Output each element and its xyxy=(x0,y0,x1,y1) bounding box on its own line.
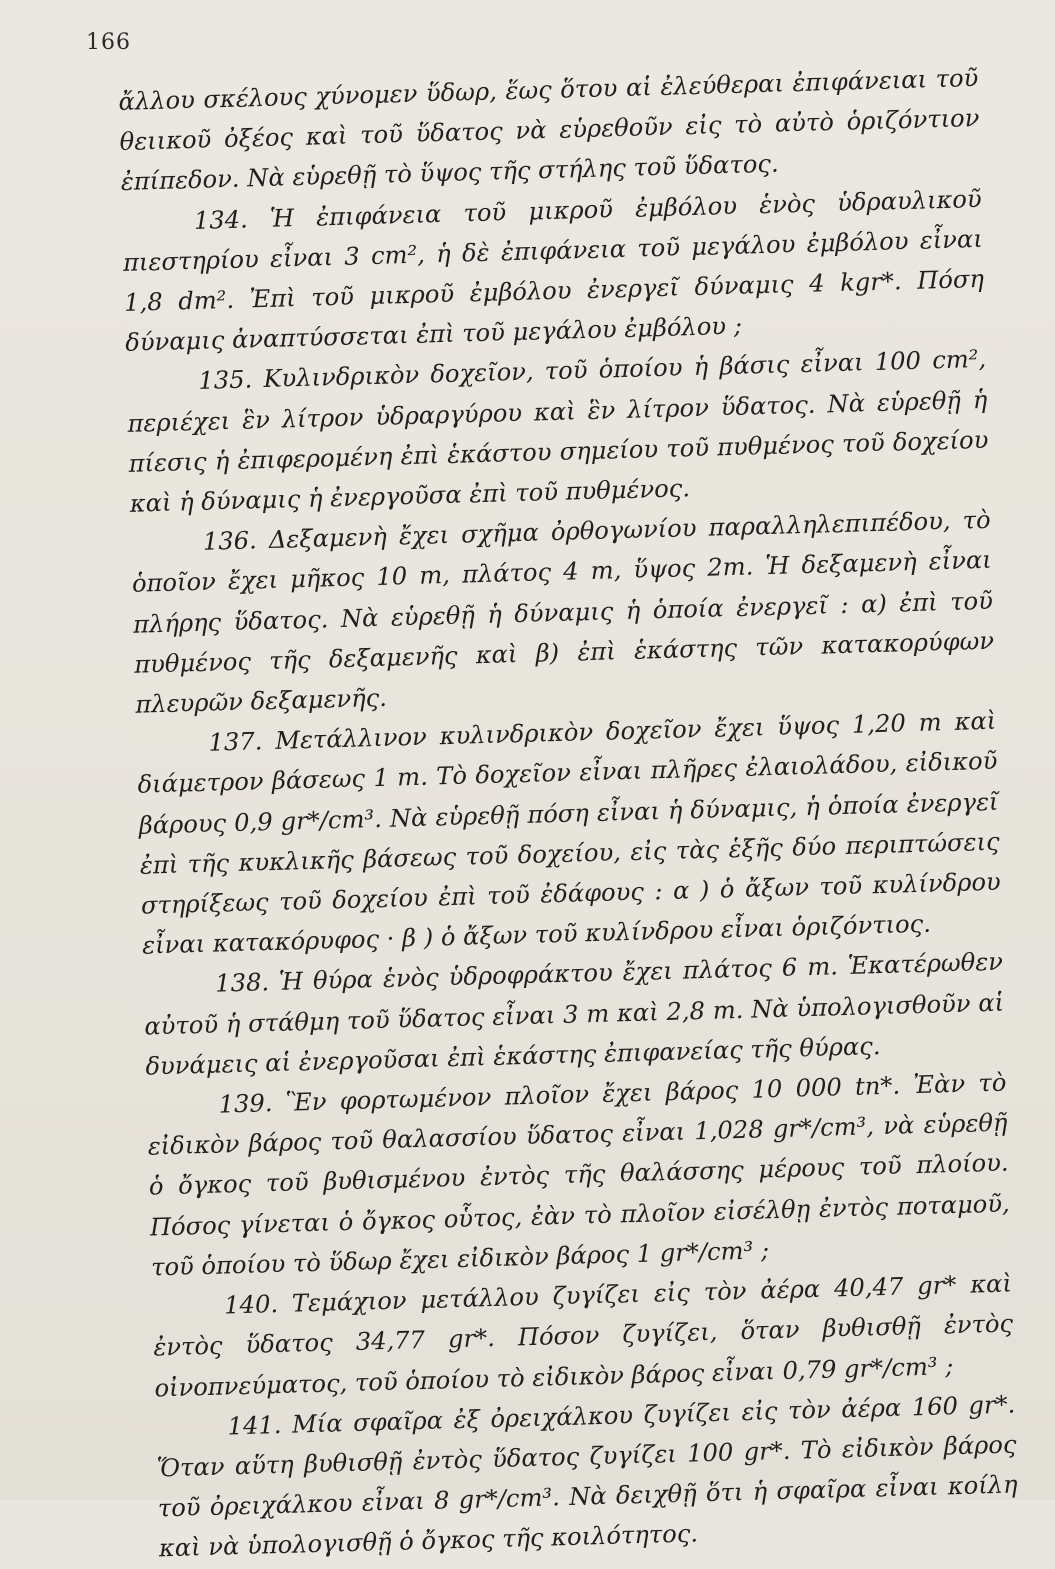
problem-138: 138. Ἡ θύρα ἑνὸς ὑδροφράκτου ἔχει πλάτος 6 m. Ἑκατέρωθεν αὐτοῦ ἡ στάθμη τοῦ ὕδατος εἶναι 3 m καὶ 2,8 m. Νὰ ὑπολογισθοῦν αἱ δυνάμεις αἱ ἐνεργοῦσαι ἐπὶ ἑκάστης ἐπιφανείας τῆς θύρας. xyxy=(143,948,1005,1081)
paragraph-continuation: ἄλλου σκέλους χύνομεν ὕδωρ, ἕως ὅτου αἱ ἐλεύθεραι ἐπιφάνειαι τοῦ θειικοῦ ὀξέος καὶ τοῦ ὕδατος νὰ εὑρεθοῦν εἰς τὸ αὐτὸ ὁριζόντιον ἐπίπεδον. Νὰ εὑρεθῇ τὸ ὕψος τῆς στήλης τοῦ ὕδατος. xyxy=(118,63,980,197)
problem-135: 135. Κυλινδρικὸν δοχεῖον, τοῦ ὁποίου ἡ βάσις εἶναι 100 cm², περιέχει ἓν λίτρον ὑδραργύρου καὶ ἓν λίτρον ὕδατος. Νὰ εὑρεθῇ ἡ πίεσις ἡ ἐπιφερομένη ἐπὶ ἑκάστου σημείου τοῦ πυθμένος τοῦ δοχείου καὶ ἡ δύναμις ἡ ἐνεργοῦσα ἐπὶ τοῦ πυθμένος. xyxy=(127,345,989,518)
page-number: 166 xyxy=(86,30,131,55)
problem-140: 140. Τεμάχιον μετάλλου ζυγίζει εἰς τὸν ἀέρα 40,47 gr* καὶ ἐντὸς ὕδατος 34,77 gr*. Πόσον ζυγίζει, ὅταν βυθισθῇ ἐντὸς οἰνοπνεύματος, τοῦ ὁποίου τὸ εἰδικὸν βάρος εἶναι 0,79 gr*/cm³ ; xyxy=(152,1269,1014,1402)
problem-136: 136. Δεξαμενὴ ἔχει σχῆμα ὀρθογωνίου παραλληλεπιπέδου, τὸ ὁποῖον ἔχει μῆκος 10 m, πλάτος 4 m, ὕψος 2m. Ἡ δεξαμενὴ εἶναι πλήρης ὕδατος. Νὰ εὑρεθῇ ἡ δύναμις ἡ ὁποία ἐνεργεῖ : α) ἐπὶ τοῦ πυθμένος τῆς δεξαμενῆς καὶ β) ἐπὶ ἑκάστης τῶν κατακορύφων πλευρῶν δεξαμενῆς. xyxy=(131,506,995,719)
body-text xyxy=(118,58,1019,1569)
problem-134: 134. Ἡ ἐπιφάνεια τοῦ μικροῦ ἐμβόλου ἑνὸς ὑδραυλικοῦ πιεστηρίου εἶναι 3 cm², ἡ δὲ ἐπιφάνεια τοῦ μεγάλου ἐμβόλου εἶναι 1,8 dm². Ἐπὶ τοῦ μικροῦ ἐμβόλου ἐνεργεῖ δύναμις 4 kgr*. Πόση δύναμις ἀναπτύσσεται ἐπὶ τοῦ μεγάλου ἐμβόλου ; xyxy=(122,184,985,358)
problem-141: 141. Μία σφαῖρα ἐξ ὀρειχάλκου ζυγίζει εἰς τὸν ἀέρα 160 gr*. Ὅταν αὕτη βυθισθῇ ἐντὸς ὕδατος ζυγίζει 100 gr*. Τὸ εἰδικὸν βάρος τοῦ ὀρειχάλκου εἶναι 8 gr*/cm³. Νὰ δειχθῇ ὅτι ἡ σφαῖρα εἶναι κοίλη καὶ νὰ ὑπολογισθῇ ὁ ὄγκος τῆς κοιλότητος. xyxy=(156,1390,1018,1563)
problem-137: 137. Μετάλλινον κυλινδρικὸν δοχεῖον ἔχει ὕψος 1,20 m καὶ διάμετρον βάσεως 1 m. Τὸ δοχεῖον εἶναι πλῆρες ἐλαιολάδου, εἰδικοῦ βάρους 0,9 gr*/cm³. Νὰ εὑρεθῇ πόση εἶναι ἡ δύναμις, ἡ ὁποία ἐνεργεῖ ἐπὶ τῆς κυκλικῆς βάσεως τοῦ δοχείου, εἰς τὰς ἑξῆς δύο περιπτώσεις στηρίξεως τοῦ δοχείου ἐπὶ τοῦ ἐδάφους : α ) ὁ ἄξων τοῦ κυλίνδρου εἶναι κατακόρυφος · β ) ὁ ἄξων τοῦ κυλίνδρου εἶναι ὁριζόντιος. xyxy=(137,706,1002,960)
problem-139: 139. Ἓν φορτωμένον πλοῖον ἔχει βάρος 10 000 tn*. Ἐὰν τὸ εἰδικὸν βάρος τοῦ θαλασσίου ὕδατος εἶναι 1,028 gr*/cm³, νὰ εὑρεθῇ ὁ ὄγκος τοῦ βυθισμένου ἐντὸς τῆς θαλάσσης μέρους τοῦ πλοίου. Πόσος γίνεται ὁ ὄγκος οὗτος, ἐὰν τὸ πλοῖον εἰσέλθῃ ἐντὸς ποταμοῦ, τοῦ ὁποίου τὸ ὕδωρ ἔχει εἰδικὸν βάρος 1 gr*/cm³ ; xyxy=(147,1068,1011,1282)
